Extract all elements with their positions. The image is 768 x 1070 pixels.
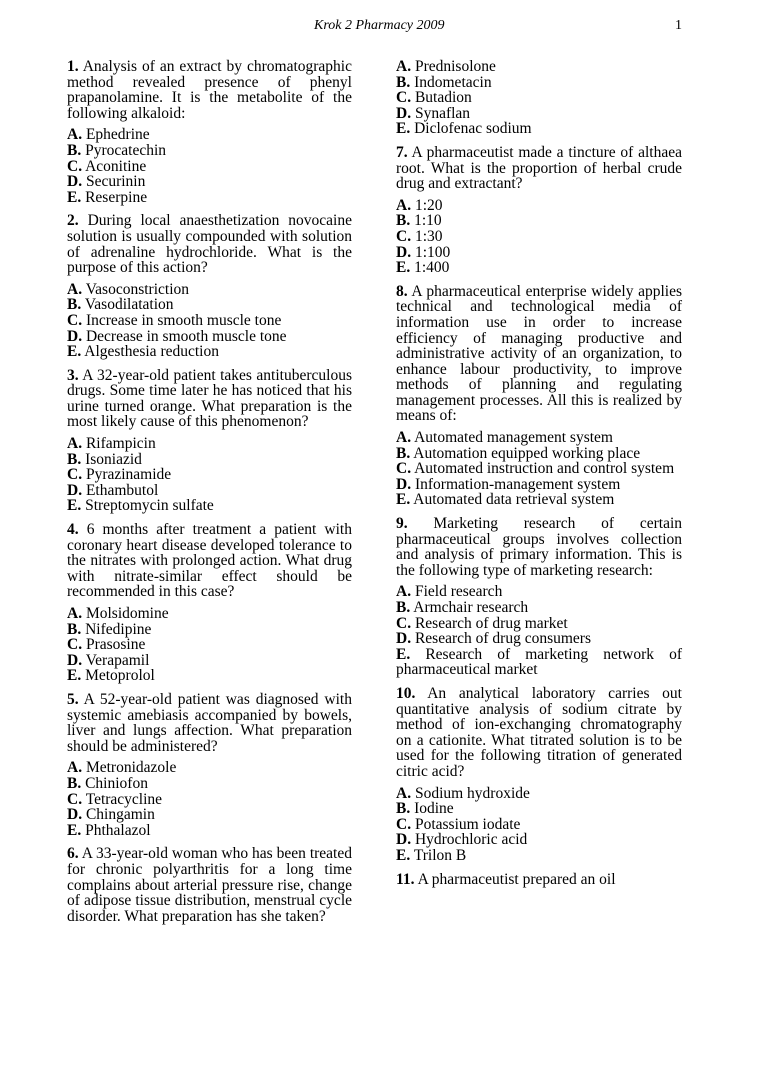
option-letter: C.: [67, 466, 83, 484]
question-block: [67, 846, 352, 924]
answer-option: [67, 159, 352, 175]
option-letter: B.: [396, 444, 411, 462]
option-letter: D.: [67, 481, 83, 499]
option-text: Chiniofon: [85, 774, 148, 792]
question-text: [67, 213, 352, 275]
answer-option: [67, 467, 352, 483]
question-block: [396, 284, 682, 508]
answer-options: [67, 436, 352, 514]
question-body: An analytical laboratory carries out quantitative analysis of sodium citrate by method of ion-exchanging chromatography on a cationite. What titrated solution is to be used for the following titration of generated citric acid?: [396, 684, 682, 780]
option-letter: D.: [67, 806, 83, 824]
option-text: Information-management system: [414, 475, 621, 493]
answer-options: [396, 198, 682, 276]
option-letter: E.: [396, 491, 411, 509]
option-letter: D.: [396, 243, 412, 261]
answer-option: [67, 776, 352, 792]
question-block: [67, 368, 352, 514]
option-text: Metoprolol: [85, 667, 155, 685]
option-text: Pyrazinamide: [85, 466, 172, 484]
answer-option: [67, 622, 352, 638]
option-letter: E.: [396, 846, 411, 864]
option-text: Automated instruction and control system: [414, 460, 675, 478]
option-letter: A.: [67, 759, 83, 777]
answer-option: [67, 606, 352, 622]
answer-option: [396, 848, 682, 864]
option-text: Research of drug consumers: [414, 630, 591, 648]
answer-option: [67, 313, 352, 329]
answer-option: [67, 190, 352, 206]
option-letter: A.: [396, 196, 412, 214]
option-letter: B.: [67, 774, 82, 792]
question-block: [67, 522, 352, 684]
question-number: 10.: [396, 684, 416, 702]
answer-option: [67, 344, 352, 360]
option-letter: C.: [396, 89, 412, 107]
answer-options: [67, 282, 352, 360]
answer-option: [67, 436, 352, 452]
option-letter: A.: [396, 784, 412, 802]
option-letter: C.: [396, 460, 412, 478]
option-text: Automated management system: [414, 429, 613, 447]
question-block: [396, 145, 682, 276]
answer-option: [396, 801, 682, 817]
option-text: 1:10: [414, 212, 442, 230]
answer-option: [67, 297, 352, 313]
question-number: 1.: [67, 58, 79, 75]
question-body: A pharmaceutist prepared an oil: [417, 870, 616, 888]
option-text: Streptomycin sulfate: [85, 497, 214, 515]
question-block: [67, 213, 352, 359]
option-letter: E.: [67, 188, 82, 206]
answer-option: [396, 786, 682, 802]
answer-option: [396, 616, 682, 632]
option-letter: A.: [67, 435, 83, 453]
option-letter: C.: [67, 311, 83, 329]
option-text: 1:400: [414, 259, 450, 277]
option-text: Butadion: [414, 89, 472, 107]
question-number: 9.: [396, 515, 408, 533]
option-letter: B.: [396, 73, 411, 91]
option-text: 1:30: [414, 227, 443, 245]
option-text: Research of marketing network of pharmaceutical market: [396, 645, 682, 679]
option-text: Decrease in smooth muscle tone: [85, 327, 287, 345]
answer-options: [67, 127, 352, 205]
left-column: [67, 59, 352, 930]
option-letter: D.: [67, 327, 83, 345]
option-letter: D.: [396, 630, 412, 648]
option-text: Prasosine: [85, 636, 146, 654]
option-text: Field research: [414, 583, 503, 601]
header-title: Krok 2 Pharmacy 2009: [314, 18, 445, 33]
option-letter: E.: [67, 343, 82, 361]
option-letter: A.: [396, 429, 412, 447]
answer-option: [67, 483, 352, 499]
answer-option: [67, 653, 352, 669]
question-body: A 32-year-old patient takes antituberculous drugs. Some time later he has noticed that his urine turned orange. What preparation is the most likely cause of this phenomenon?: [67, 366, 352, 431]
answer-option: [67, 329, 352, 345]
option-text: Isoniazid: [85, 450, 142, 468]
question-text: [67, 522, 352, 600]
option-text: Rifampicin: [85, 435, 156, 453]
question-block: [396, 59, 682, 137]
answer-option: [67, 637, 352, 653]
answer-option: [396, 600, 682, 616]
option-letter: A.: [396, 58, 412, 75]
question-body: A 52-year-old patient was diagnosed with systemic amebiasis accompanied by bowels, liver and lungs affection. What preparation should be administered?: [67, 690, 352, 755]
option-letter: E.: [396, 120, 411, 138]
option-text: Tetracycline: [85, 790, 163, 808]
option-text: Sodium hydroxide: [414, 784, 530, 802]
question-text: [396, 516, 682, 578]
page-number: 1: [675, 18, 682, 33]
option-letter: D.: [67, 651, 83, 669]
option-text: Research of drug market: [414, 614, 568, 632]
answer-option: [396, 260, 682, 276]
option-letter: E.: [67, 497, 82, 515]
option-letter: E.: [396, 259, 411, 277]
answer-option: [396, 647, 682, 678]
question-text: [396, 284, 682, 424]
option-text: Vasoconstriction: [85, 280, 190, 298]
question-body: A 33-year-old woman who has been treated for chronic polyarthritis for a long time complains about arterial pressure rise, change of adipose tissue distribution, menstrual cycle disorder. What preparation has she taken?: [67, 845, 352, 925]
answer-option: [67, 282, 352, 298]
option-text: 1:100: [414, 243, 451, 261]
option-letter: B.: [67, 141, 82, 159]
option-text: Increase in smooth muscle tone: [85, 311, 282, 329]
question-text: [396, 872, 682, 888]
answer-options: [67, 760, 352, 838]
option-text: Pyrocatechin: [85, 141, 167, 159]
option-text: Ephedrine: [85, 126, 150, 144]
answer-option: [396, 477, 682, 493]
option-letter: C.: [396, 815, 412, 833]
question-number: 5.: [67, 690, 79, 708]
answer-option: [396, 817, 682, 833]
answer-option: [396, 90, 682, 106]
option-letter: C.: [396, 614, 412, 632]
answer-option: [67, 143, 352, 159]
answer-option: [396, 59, 682, 75]
option-letter: D.: [396, 831, 412, 849]
option-letter: E.: [67, 667, 82, 685]
answer-option: [396, 245, 682, 261]
option-letter: C.: [67, 636, 83, 654]
question-number: 7.: [396, 143, 408, 161]
answer-option: [67, 760, 352, 776]
question-block: [67, 59, 352, 205]
option-letter: B.: [67, 450, 82, 468]
answer-option: [67, 452, 352, 468]
option-text: Chingamin: [85, 806, 155, 824]
answer-options: [396, 430, 682, 508]
question-number: 4.: [67, 521, 79, 539]
option-text: Ethambutol: [85, 481, 159, 499]
option-letter: A.: [396, 583, 412, 601]
answer-option: [396, 631, 682, 647]
option-text: Trilon B: [413, 846, 467, 864]
option-letter: B.: [67, 620, 82, 638]
option-text: Diclofenac sodium: [414, 120, 532, 138]
option-letter: D.: [67, 173, 83, 191]
option-letter: A.: [67, 605, 83, 622]
question-number: 2.: [67, 212, 79, 230]
question-block: [67, 692, 352, 838]
option-text: Synaflan: [414, 104, 471, 122]
option-letter: A.: [67, 280, 83, 298]
question-block: [396, 516, 682, 678]
answer-option: [396, 446, 682, 462]
option-text: Potassium iodate: [414, 815, 521, 833]
option-text: Nifedipine: [85, 620, 152, 638]
question-text: [67, 846, 352, 924]
right-column: [396, 59, 682, 893]
question-body: A pharmaceutical enterprise widely applies technical and technological media of information use in order to increase efficiency of managing productive and administrative activity of an organization, to enhance labour productivity, to improve methods of planning and regulating management processes. All this is realized by means of:: [396, 282, 682, 425]
answer-option: [396, 75, 682, 91]
option-letter: B.: [396, 212, 411, 230]
option-letter: C.: [396, 227, 412, 245]
option-text: Automated data retrieval system: [413, 491, 615, 509]
answer-option: [67, 792, 352, 808]
option-text: Armchair research: [413, 599, 529, 616]
option-text: Securinin: [85, 173, 146, 191]
answer-option: [396, 832, 682, 848]
option-text: Automation equipped working place: [413, 444, 641, 462]
option-letter: D.: [396, 104, 412, 122]
option-text: Aconitine: [85, 157, 147, 175]
answer-option: [396, 430, 682, 446]
answer-options: [396, 584, 682, 678]
option-text: Iodine: [414, 800, 454, 818]
answer-option: [396, 229, 682, 245]
option-letter: C.: [67, 790, 83, 808]
answer-option: [67, 127, 352, 143]
question-block: [396, 686, 682, 864]
option-letter: B.: [396, 599, 411, 616]
option-text: Phthalazol: [85, 821, 151, 839]
option-text: Algesthesia reduction: [84, 343, 219, 361]
option-text: 1:20: [414, 196, 443, 214]
option-letter: D.: [396, 475, 412, 493]
question-body: During local anaesthetization novocaine solution is usually compounded with solution of adrenaline hydrochloride. What is the purpose of this action?: [67, 212, 352, 277]
option-letter: A.: [67, 126, 83, 144]
question-text: [67, 59, 352, 121]
question-text: [396, 145, 682, 192]
answer-option: [67, 823, 352, 839]
option-text: Vasodilatation: [84, 296, 174, 314]
option-letter: B.: [396, 800, 411, 818]
question-number: 11.: [396, 870, 415, 888]
option-letter: B.: [67, 296, 82, 314]
answer-option: [396, 213, 682, 229]
answer-option: [67, 174, 352, 190]
answer-options: [396, 59, 682, 137]
question-body: A pharmaceutist made a tincture of althaea root. What is the proportion of herbal crude drug and extractant?: [396, 143, 682, 193]
question-number: 8.: [396, 282, 408, 300]
question-block: [396, 872, 682, 888]
question-number: 3.: [67, 366, 79, 384]
question-body: Marketing research of certain pharmaceutical groups involves collection and analysis of primary information. This is the following type of marketing research:: [396, 515, 683, 579]
question-body: Analysis of an extract by chromatographic method revealed presence of phenyl prapanolamine. It is the metabolite of the following alkaloid:: [67, 58, 352, 122]
option-text: Prednisolone: [414, 58, 496, 75]
answer-option: [396, 121, 682, 137]
answer-option: [67, 498, 352, 514]
answer-option: [396, 492, 682, 508]
option-text: Metronidazole: [85, 759, 177, 777]
question-body: 6 months after treatment a patient with coronary heart disease developed tolerance to the nitrates with prolonged action. What drug with nitrate-similar effect should be recommended in this case?: [67, 521, 352, 601]
option-letter: C.: [67, 157, 83, 175]
option-text: Indometacin: [414, 73, 492, 91]
question-text: [396, 686, 682, 780]
option-text: Molsidomine: [85, 605, 169, 622]
answer-option: [396, 106, 682, 122]
option-letter: E.: [396, 645, 411, 663]
answer-options: [396, 786, 682, 864]
answer-option: [396, 461, 682, 477]
answer-option: [396, 198, 682, 214]
question-text: [67, 368, 352, 430]
option-text: Verapamil: [85, 651, 150, 669]
answer-option: [67, 668, 352, 684]
answer-option: [67, 807, 352, 823]
answer-options: [67, 606, 352, 684]
option-text: Reserpine: [85, 188, 148, 206]
option-letter: E.: [67, 821, 82, 839]
question-number: 6.: [67, 845, 79, 863]
page-header: [0, 18, 768, 40]
question-text: [67, 692, 352, 754]
option-text: Hydrochloric acid: [414, 831, 528, 849]
answer-option: [396, 584, 682, 600]
